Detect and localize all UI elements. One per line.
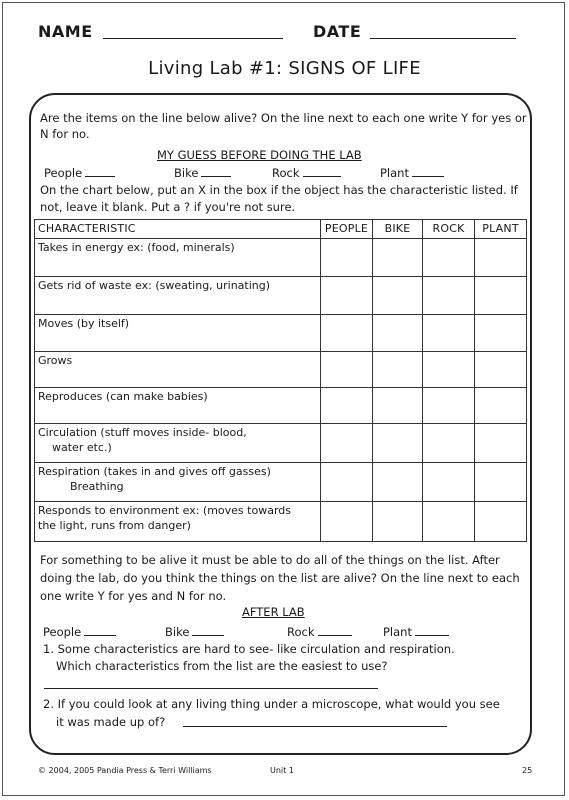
checkbox-cell-rock[interactable] — [423, 463, 475, 502]
checkbox-cell-rock[interactable] — [423, 239, 475, 277]
after-item-plant: Plant — [383, 625, 449, 640]
characteristic-cell: Moves (by itself) — [35, 315, 321, 352]
copyright-text: © 2004, 2005 Pandia Press & Terri Williams — [38, 766, 212, 775]
question-2-answer-line[interactable] — [183, 726, 447, 727]
question-2-line-2: it was made up of? — [56, 715, 166, 729]
checkbox-cell-rock[interactable] — [423, 502, 475, 542]
after-lab-heading: AFTER LAB — [242, 605, 305, 619]
checkbox-cell-rock[interactable] — [423, 388, 475, 424]
guess-bike-blank[interactable] — [201, 166, 231, 177]
guess-plant-blank[interactable] — [412, 166, 444, 177]
table-row — [35, 352, 527, 388]
characteristic-cell: Reproduces (can make babies) — [35, 388, 321, 424]
intro-line-1: Are the items on the line below alive? On the line next to each one write Y for yes or — [40, 111, 527, 125]
after-bike-blank[interactable] — [192, 625, 224, 636]
question-1-answer-line[interactable] — [44, 688, 378, 689]
characteristic-cell: Grows — [35, 352, 321, 388]
guess-item-bike: Bike — [174, 166, 231, 181]
characteristic-cell: Respiration (takes in and gives off gasses) Breathing — [35, 463, 321, 502]
unit-label: Unit 1 — [270, 766, 294, 775]
table-row — [35, 502, 527, 542]
name-label: NAME — [38, 22, 93, 41]
after-para-line-2: doing the lab, do you think the things on the list are alive? On the line next to each — [40, 571, 520, 585]
after-item-people: People — [43, 625, 116, 640]
checkbox-cell-bike[interactable] — [373, 352, 423, 388]
table-row — [35, 315, 527, 352]
checkbox-cell-rock[interactable] — [423, 277, 475, 315]
date-field[interactable] — [370, 38, 516, 39]
checkbox-cell-people[interactable] — [321, 277, 373, 315]
page-number: 25 — [522, 766, 533, 775]
checkbox-cell-rock[interactable] — [423, 424, 475, 463]
table-row — [35, 463, 527, 502]
checkbox-cell-bike[interactable] — [373, 277, 423, 315]
characteristic-cell: Gets rid of waste ex: (sweating, urinating) — [35, 277, 321, 315]
after-item-bike: Bike — [165, 625, 224, 640]
characteristics-chart — [34, 219, 527, 542]
checkbox-cell-plant[interactable] — [475, 502, 527, 542]
after-para-line-3: one write Y for yes and N for no. — [40, 589, 227, 603]
checkbox-cell-bike[interactable] — [373, 239, 423, 277]
guess-item-rock: Rock — [272, 166, 341, 181]
guess-heading: MY GUESS BEFORE DOING THE LAB — [157, 148, 362, 162]
checkbox-cell-people[interactable] — [321, 463, 373, 502]
guess-item-people: People — [44, 166, 115, 181]
checkbox-cell-plant[interactable] — [475, 463, 527, 502]
header-people: PEOPLE — [321, 220, 373, 239]
checkbox-cell-people[interactable] — [321, 424, 373, 463]
checkbox-cell-bike[interactable] — [373, 424, 423, 463]
guess-people-blank[interactable] — [85, 166, 115, 177]
checkbox-cell-bike[interactable] — [373, 315, 423, 352]
characteristic-cell: Responds to environment ex: (moves towards the light, runs from danger) — [35, 502, 321, 542]
checkbox-cell-plant[interactable] — [475, 352, 527, 388]
after-para-line-1: For something to be alive it must be able to do all of the things on the list. After — [40, 553, 500, 567]
checkbox-cell-rock[interactable] — [423, 352, 475, 388]
checkbox-cell-people[interactable] — [321, 388, 373, 424]
instruction-line-2: not, leave it blank. Put a ? if you're not sure. — [40, 200, 296, 214]
checkbox-cell-bike[interactable] — [373, 388, 423, 424]
checkbox-cell-people[interactable] — [321, 502, 373, 542]
question-2-line-1: 2. If you could look at any living thing under a microscope, what would you see — [43, 697, 500, 711]
table-row — [35, 424, 527, 463]
question-1-line-2: Which characteristics from the list are the easiest to use? — [56, 659, 388, 673]
header-plant: PLANT — [475, 220, 527, 239]
guess-rock-blank[interactable] — [303, 166, 341, 177]
header-bike: BIKE — [373, 220, 423, 239]
checkbox-cell-plant[interactable] — [475, 388, 527, 424]
table-row — [35, 239, 527, 277]
after-people-blank[interactable] — [84, 625, 116, 636]
checkbox-cell-people[interactable] — [321, 352, 373, 388]
table-row — [35, 277, 527, 315]
guess-item-plant: Plant — [380, 166, 444, 181]
checkbox-cell-people[interactable] — [321, 239, 373, 277]
checkbox-cell-people[interactable] — [321, 315, 373, 352]
date-label: DATE — [313, 22, 362, 41]
after-plant-blank[interactable] — [415, 625, 449, 636]
header-characteristic: CHARACTERISTIC — [35, 220, 321, 239]
checkbox-cell-bike[interactable] — [373, 502, 423, 542]
instruction-line-1: On the chart below, put an X in the box if the object has the characteristic listed. If — [40, 183, 518, 197]
checkbox-cell-plant[interactable] — [475, 315, 527, 352]
after-item-rock: Rock — [287, 625, 352, 640]
intro-line-2: N for no. — [40, 127, 90, 141]
header-rock: ROCK — [423, 220, 475, 239]
checkbox-cell-plant[interactable] — [475, 277, 527, 315]
characteristic-cell: Circulation (stuff moves inside- blood, water etc.) — [35, 424, 321, 463]
question-1-line-1: 1. Some characteristics are hard to see- like circulation and respiration. — [43, 642, 455, 656]
checkbox-cell-rock[interactable] — [423, 315, 475, 352]
name-field[interactable] — [103, 38, 283, 39]
after-rock-blank[interactable] — [318, 625, 352, 636]
table-row — [35, 388, 527, 424]
checkbox-cell-bike[interactable] — [373, 463, 423, 502]
checkbox-cell-plant[interactable] — [475, 239, 527, 277]
page-title: Living Lab #1: SIGNS OF LIFE — [148, 58, 421, 79]
characteristic-cell: Takes in energy ex: (food, minerals) — [35, 239, 321, 277]
checkbox-cell-plant[interactable] — [475, 424, 527, 463]
chart-header-row — [35, 220, 527, 239]
